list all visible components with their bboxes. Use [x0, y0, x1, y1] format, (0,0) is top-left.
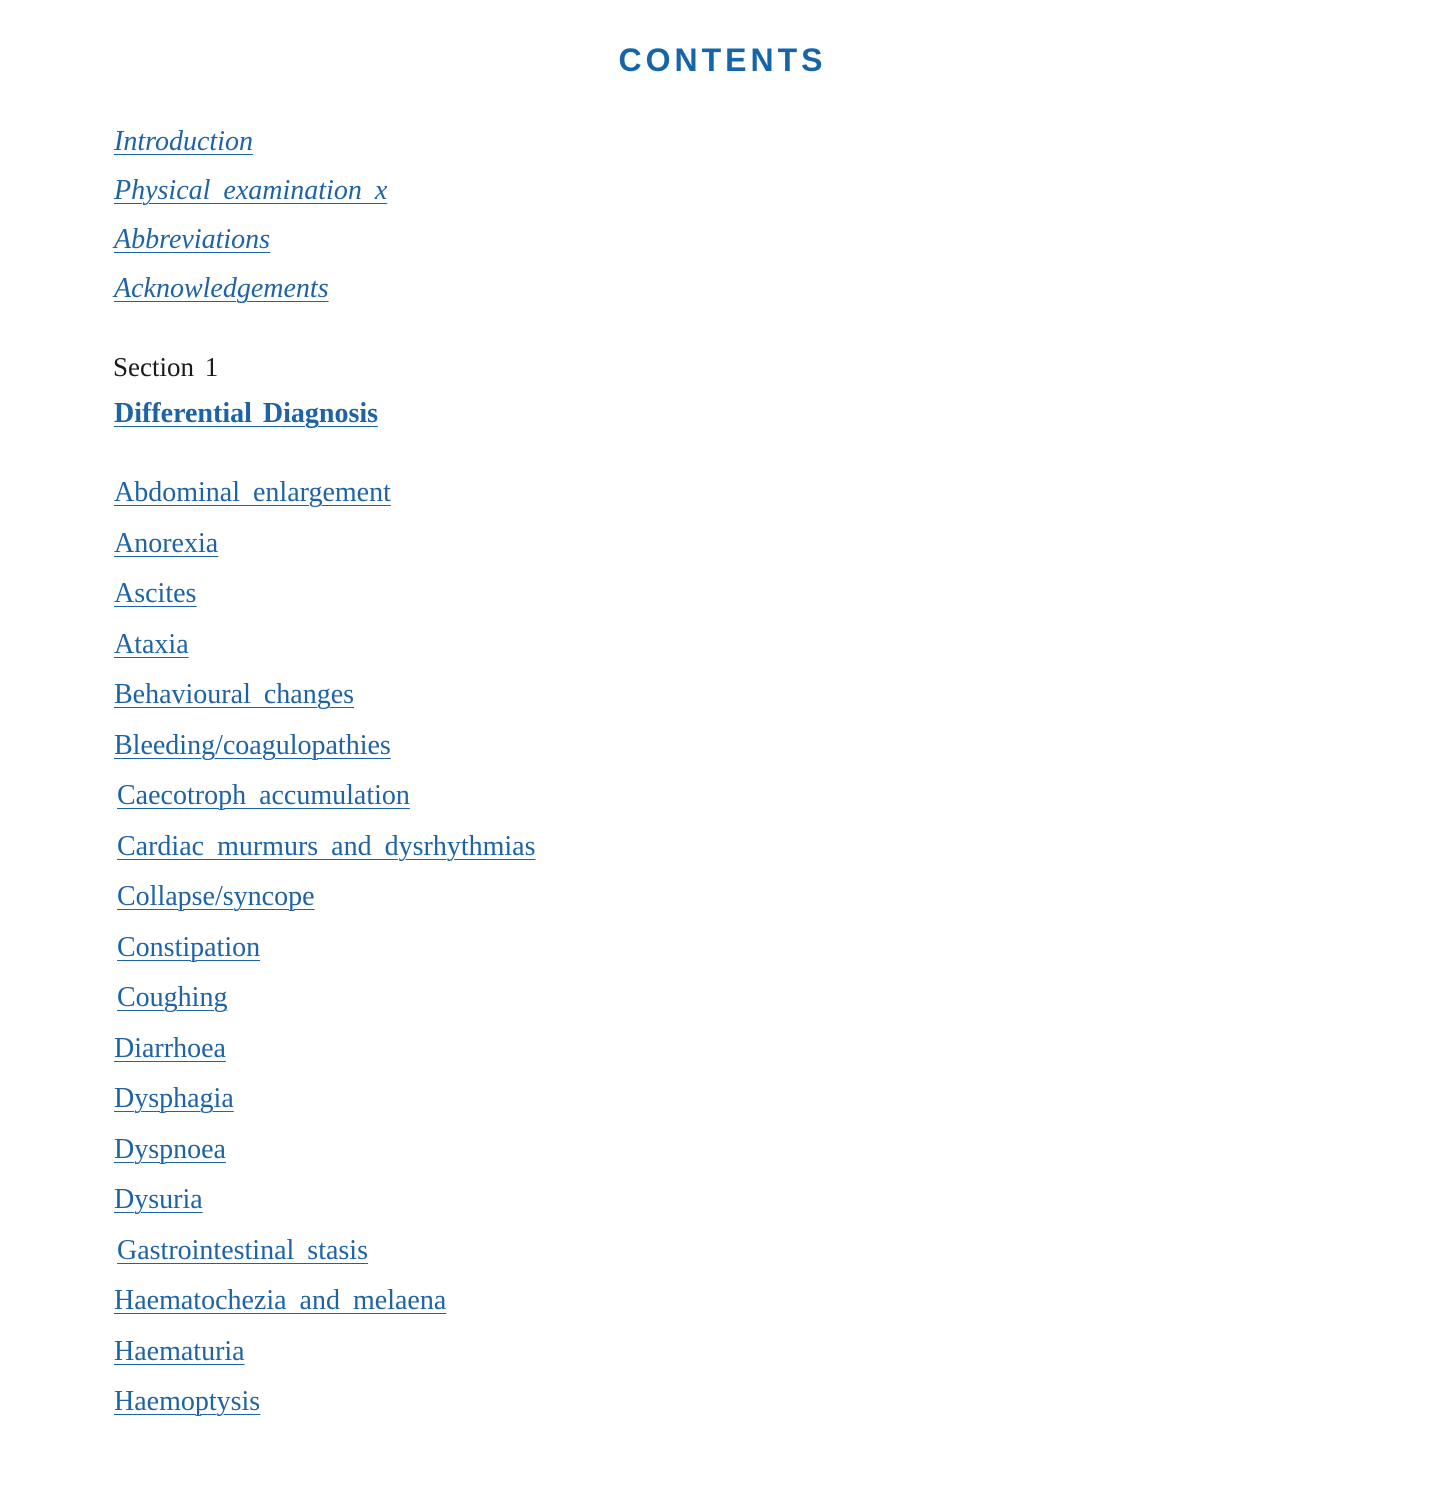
- list-item: [114, 826, 535, 877]
- entry-link[interactable]: Collapse/syncope: [117, 881, 315, 912]
- list-item: [114, 1028, 535, 1079]
- entry-link[interactable]: Ascites: [114, 578, 197, 609]
- list-item: [114, 876, 535, 927]
- list-item: [114, 1078, 535, 1129]
- front-matter-list: [114, 122, 387, 318]
- entry-link[interactable]: Coughing: [117, 982, 228, 1013]
- entry-link[interactable]: Dysphagia: [114, 1083, 234, 1114]
- list-item: [114, 674, 535, 725]
- entry-link[interactable]: Dysuria: [114, 1184, 203, 1215]
- list-item: [114, 523, 535, 574]
- list-item: [114, 1280, 535, 1331]
- list-item: [114, 624, 535, 675]
- entry-link[interactable]: Haemoptysis: [114, 1386, 261, 1417]
- entry-list: [114, 472, 535, 1432]
- entry-link[interactable]: Cardiac murmurs and dysrhythmias: [117, 830, 536, 862]
- list-item: [114, 573, 535, 624]
- list-item: [114, 725, 535, 776]
- list-item: [114, 1129, 535, 1180]
- front-matter-link-acknowledgements[interactable]: Acknowledgements: [114, 273, 329, 304]
- front-matter-link-physical-examination[interactable]: Physical examination x: [114, 175, 388, 206]
- list-item: [114, 1331, 535, 1382]
- list-item: [114, 1381, 535, 1432]
- entry-link[interactable]: Abdominal enlargement: [114, 477, 391, 508]
- list-item: [114, 171, 387, 220]
- entry-link[interactable]: Haematuria: [114, 1335, 245, 1367]
- front-matter-link-abbreviations[interactable]: Abbreviations: [114, 224, 271, 255]
- entry-link[interactable]: Haematochezia and melaena: [114, 1285, 447, 1316]
- list-item: [114, 1230, 535, 1281]
- front-matter-link-introduction[interactable]: Introduction: [114, 126, 253, 157]
- list-item: [114, 977, 535, 1028]
- list-item: [114, 1179, 535, 1230]
- list-item: [114, 775, 535, 826]
- list-item: [114, 220, 387, 269]
- entry-link[interactable]: Caecotroph accumulation: [117, 780, 410, 811]
- entry-link[interactable]: Bleeding/coagulopathies: [114, 729, 391, 761]
- entry-link[interactable]: Dyspnoea: [114, 1133, 226, 1165]
- list-item: [114, 472, 535, 523]
- entry-link[interactable]: Behavioural changes: [114, 679, 355, 710]
- entry-link[interactable]: Anorexia: [114, 527, 219, 559]
- list-item: [114, 927, 535, 978]
- entry-link[interactable]: Diarrhoea: [114, 1032, 226, 1064]
- list-item: [114, 269, 387, 318]
- entry-link[interactable]: Gastrointestinal stasis: [117, 1234, 368, 1266]
- entry-link[interactable]: Constipation: [117, 931, 261, 963]
- entry-link[interactable]: Ataxia: [114, 628, 189, 660]
- section-label: Section 1: [113, 352, 219, 382]
- list-item: [114, 122, 387, 171]
- section-heading-link[interactable]: Differential Diagnosis: [114, 398, 379, 429]
- page-title: CONTENTS: [618, 42, 827, 78]
